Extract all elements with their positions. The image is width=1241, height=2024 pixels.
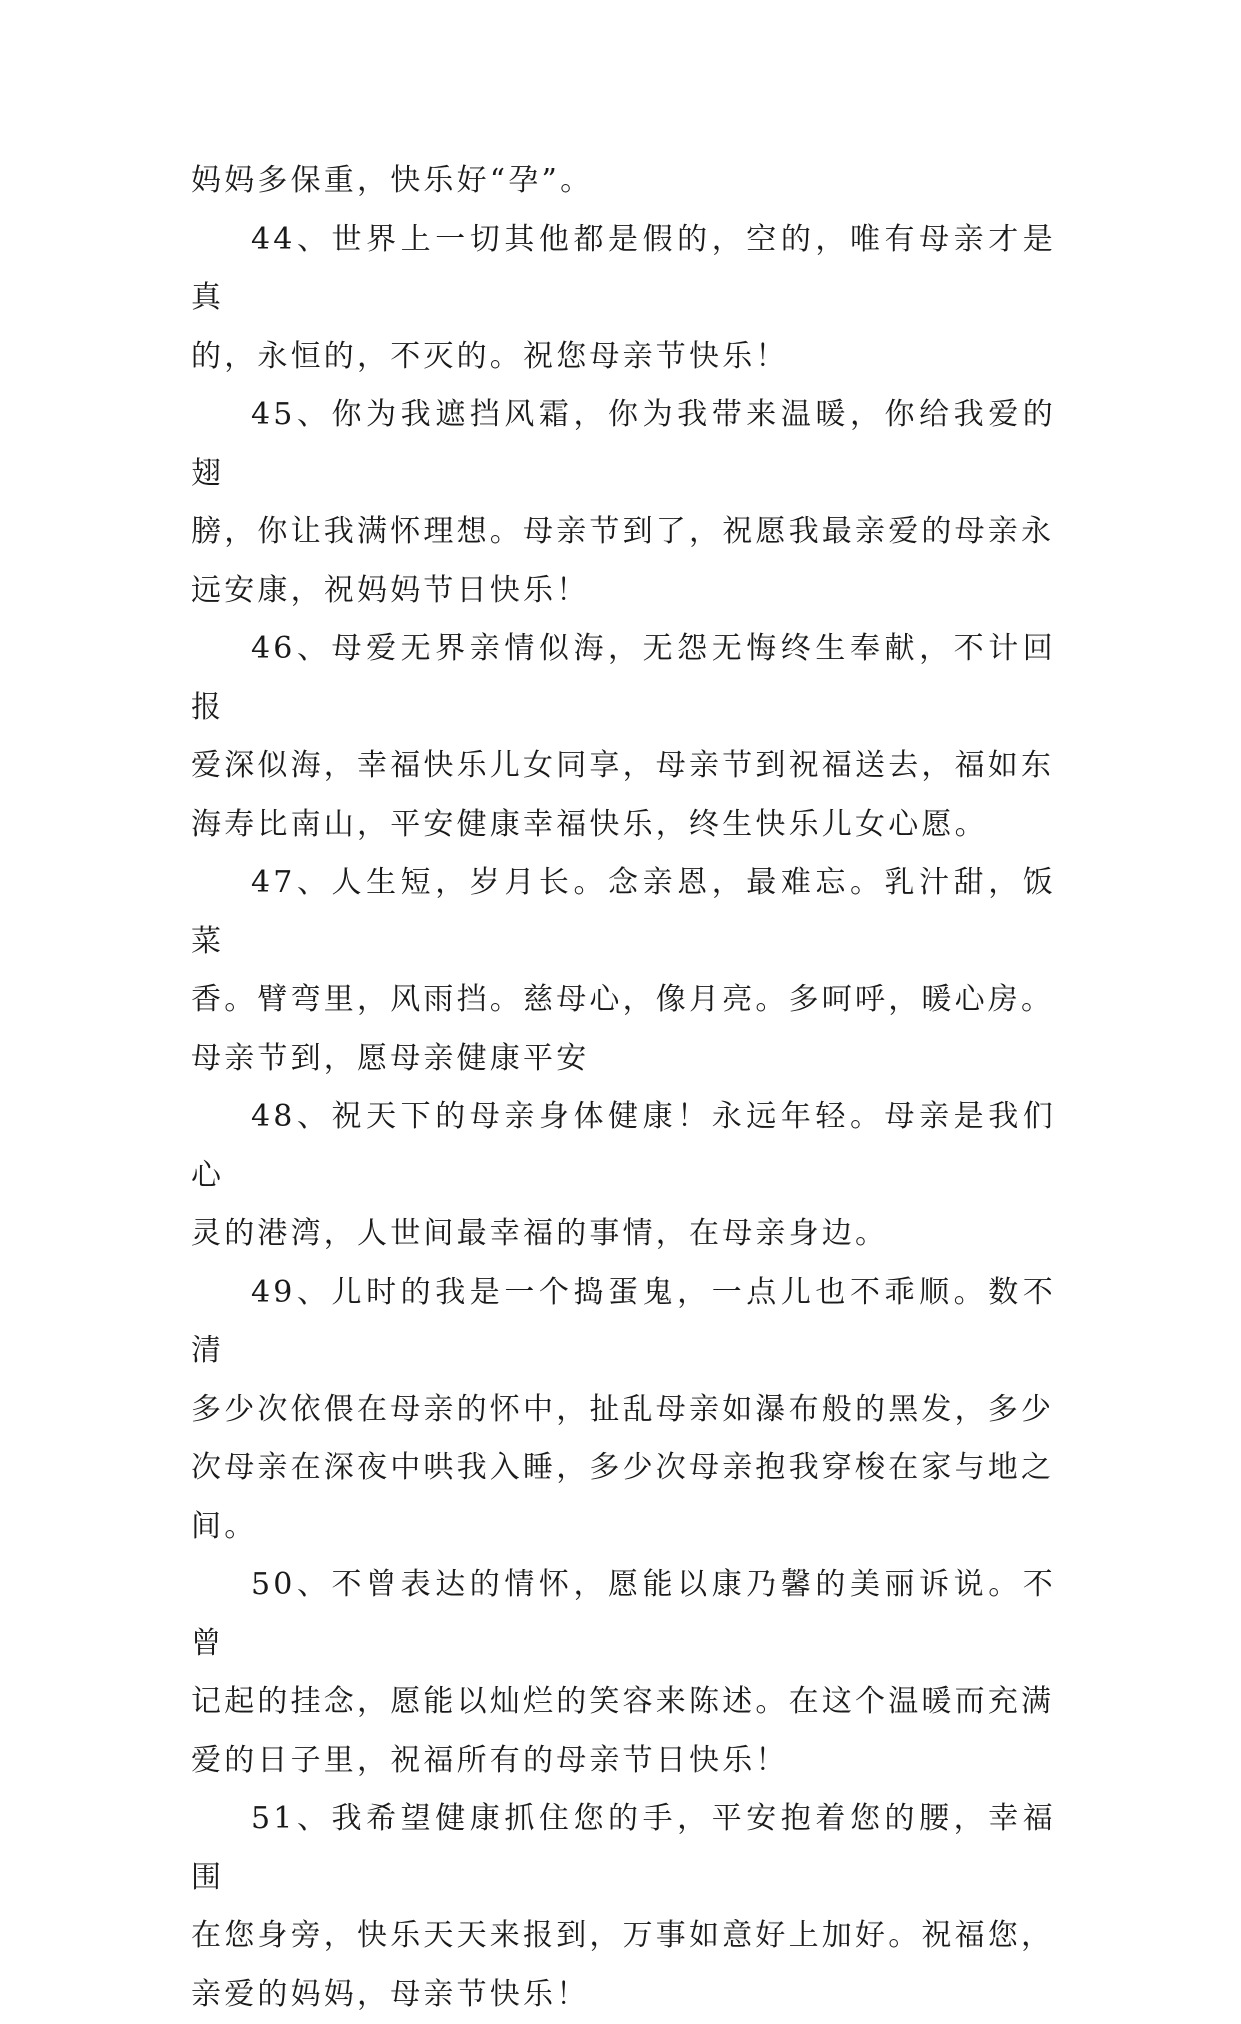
paragraph-44: 44、世界上一切其他都是假的，空的，唯有母亲才是真 的，永恒的，不灭的。祝您母亲节快乐！ <box>191 221 1056 374</box>
document-body <box>191 152 1056 2024</box>
paragraph-50: 50、不曾表达的情怀，愿能以康乃馨的美丽诉说。不曾 记起的挂念，愿能以灿烂的笑容来陈述。在这个温暖而充满 爱的日子里，祝福所有的母亲节日快乐！ <box>191 1567 1056 1778</box>
paragraph-45: 45、你为我遮挡风霜，你为我带来温暖，你给我爱的翅 膀，你让我满怀理想。母亲节到了，祝愿我最亲爱的母亲永 远安康，祝妈妈节日快乐！ <box>191 397 1056 608</box>
paragraph-46: 46、母爱无界亲情似海，无怨无悔终生奉献，不计回报 爱深似海，幸福快乐儿女同享，母亲节到祝福送去，福如东 海寿比南山，平安健康幸福快乐，终生快乐儿女心愿。 <box>191 631 1056 842</box>
paragraph-47: 47、人生短，岁月长。念亲恩，最难忘。乳汁甜，饭菜 香。臂弯里，风雨挡。慈母心，像月亮。多呵呼，暖心房。 母亲节到，愿母亲健康平安 <box>191 865 1056 1076</box>
paragraph-43-tail: 妈妈多保重，快乐好“孕”。 <box>191 163 594 198</box>
paragraph-48: 48、祝天下的母亲身体健康！永远年轻。母亲是我们心 灵的港湾，人世间最幸福的事情，在母亲身边。 <box>191 1099 1056 1251</box>
paragraph-49: 49、儿时的我是一个捣蛋鬼，一点儿也不乖顺。数不清 多少次依偎在母亲的怀中，扯乱母亲如瀑布般的黑发，多少 次母亲在深夜中哄我入睡，多少次母亲抱我穿梭在家与地之 间。 <box>191 1274 1056 1544</box>
paragraph-51: 51、我希望健康抓住您的手，平安抱着您的腰，幸福围 在您身旁，快乐天天来报到，万事如意好上加好。祝福您， 亲爱的妈妈，母亲节快乐！ <box>191 1801 1056 2012</box>
